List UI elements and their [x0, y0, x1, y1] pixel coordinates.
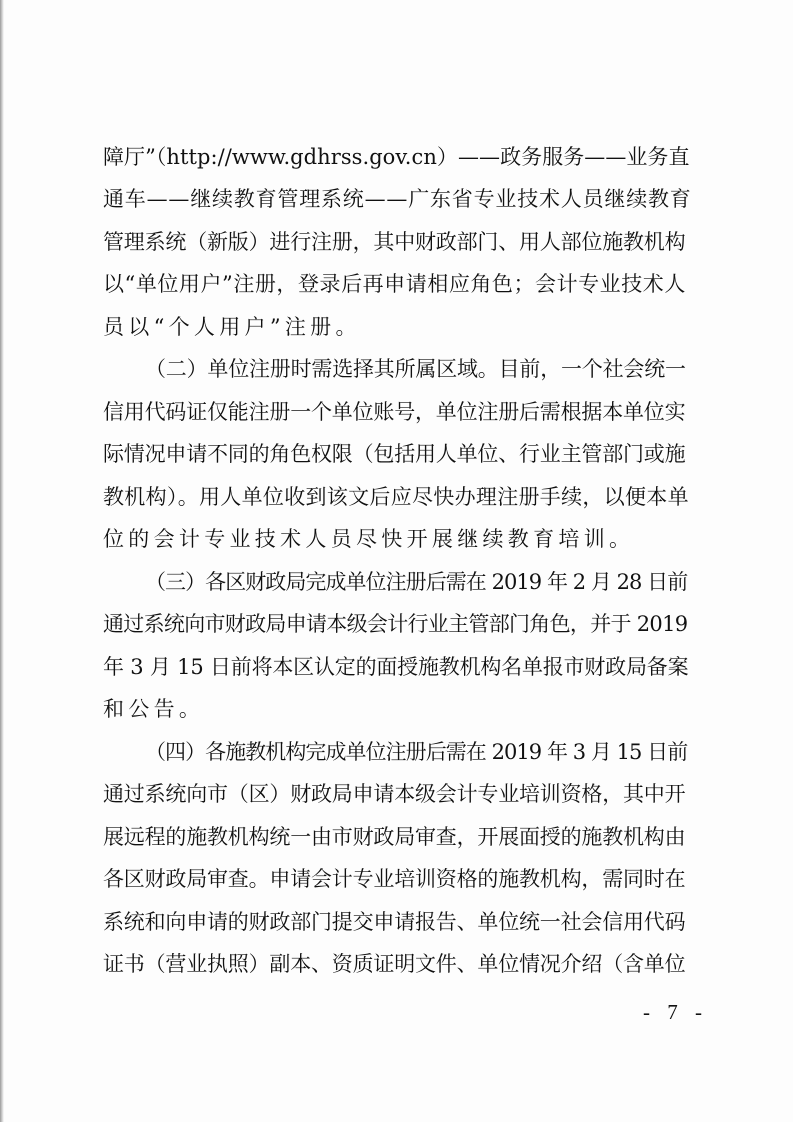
- text-line-7: 信用代码证仅能注册一个单位账号，单位注册后需根据本单位实: [103, 400, 686, 424]
- text-line-2: 通车——继续教育管理系统——广东省专业技术人员继续教育: [103, 187, 692, 211]
- text-line-17: 展远程的施教机构统一由市财政局审查，开展面授的施教机构由: [103, 825, 686, 849]
- page-number: - 7 -: [643, 1000, 708, 1024]
- text-line-3: 管理系统（新版）进行注册，其中财政部门、用人部位施教机构: [103, 230, 686, 254]
- text-line-13: 年 3 月 15 日前将本区认定的面授施教机构名单报市财政局备案: [103, 655, 689, 679]
- text-line-18: 各区财政局审查。申请会计专业培训资格的施教机构，需同时在: [103, 867, 686, 891]
- text-line-4: 以“单位用户”注册，登录后再申请相应角色；会计专业技术人: [103, 272, 686, 296]
- text-line-1: 障厅”（http://www.gdhrss.gov.cn）——政务服务——业务直: [103, 145, 690, 169]
- text-line-8: 际情况申请不同的角色权限（包括用人单位、行业主管部门或施: [103, 442, 686, 466]
- text-line-12: 通过系统向市财政局申请本级会计行业主管部门角色，并于 2019: [103, 612, 688, 636]
- text-line-16: 通过系统向市（区）财政局申请本级会计专业培训资格，其中开: [103, 782, 686, 806]
- text-line-14: 和公告。: [103, 697, 205, 721]
- text-line-19: 系统和向申请的财政部门提交申请报告、单位统一社会信用代码: [103, 910, 686, 934]
- text-line-11: （三）各区财政局完成单位注册后需在 2019 年 2 月 28 日前: [145, 570, 688, 594]
- text-line-15: （四）各施教机构完成单位注册后需在 2019 年 3 月 15 日前: [145, 740, 688, 764]
- text-line-10: 位的会计专业技术人员尽快开展继续教育培训。: [103, 527, 635, 551]
- text-line-5: 员以“个人用户”注册。: [103, 315, 361, 339]
- scan-edge-shadow: [0, 0, 4, 1122]
- text-line-9: 教机构）。用人单位收到该文后应尽快办理注册手续，以便本单: [103, 485, 689, 509]
- text-line-20: 证书（营业执照）副本、资质证明文件、单位情况介绍（含单位: [103, 952, 686, 976]
- text-line-6: （二）单位注册时需选择其所属区域。目前，一个社会统一: [145, 357, 686, 381]
